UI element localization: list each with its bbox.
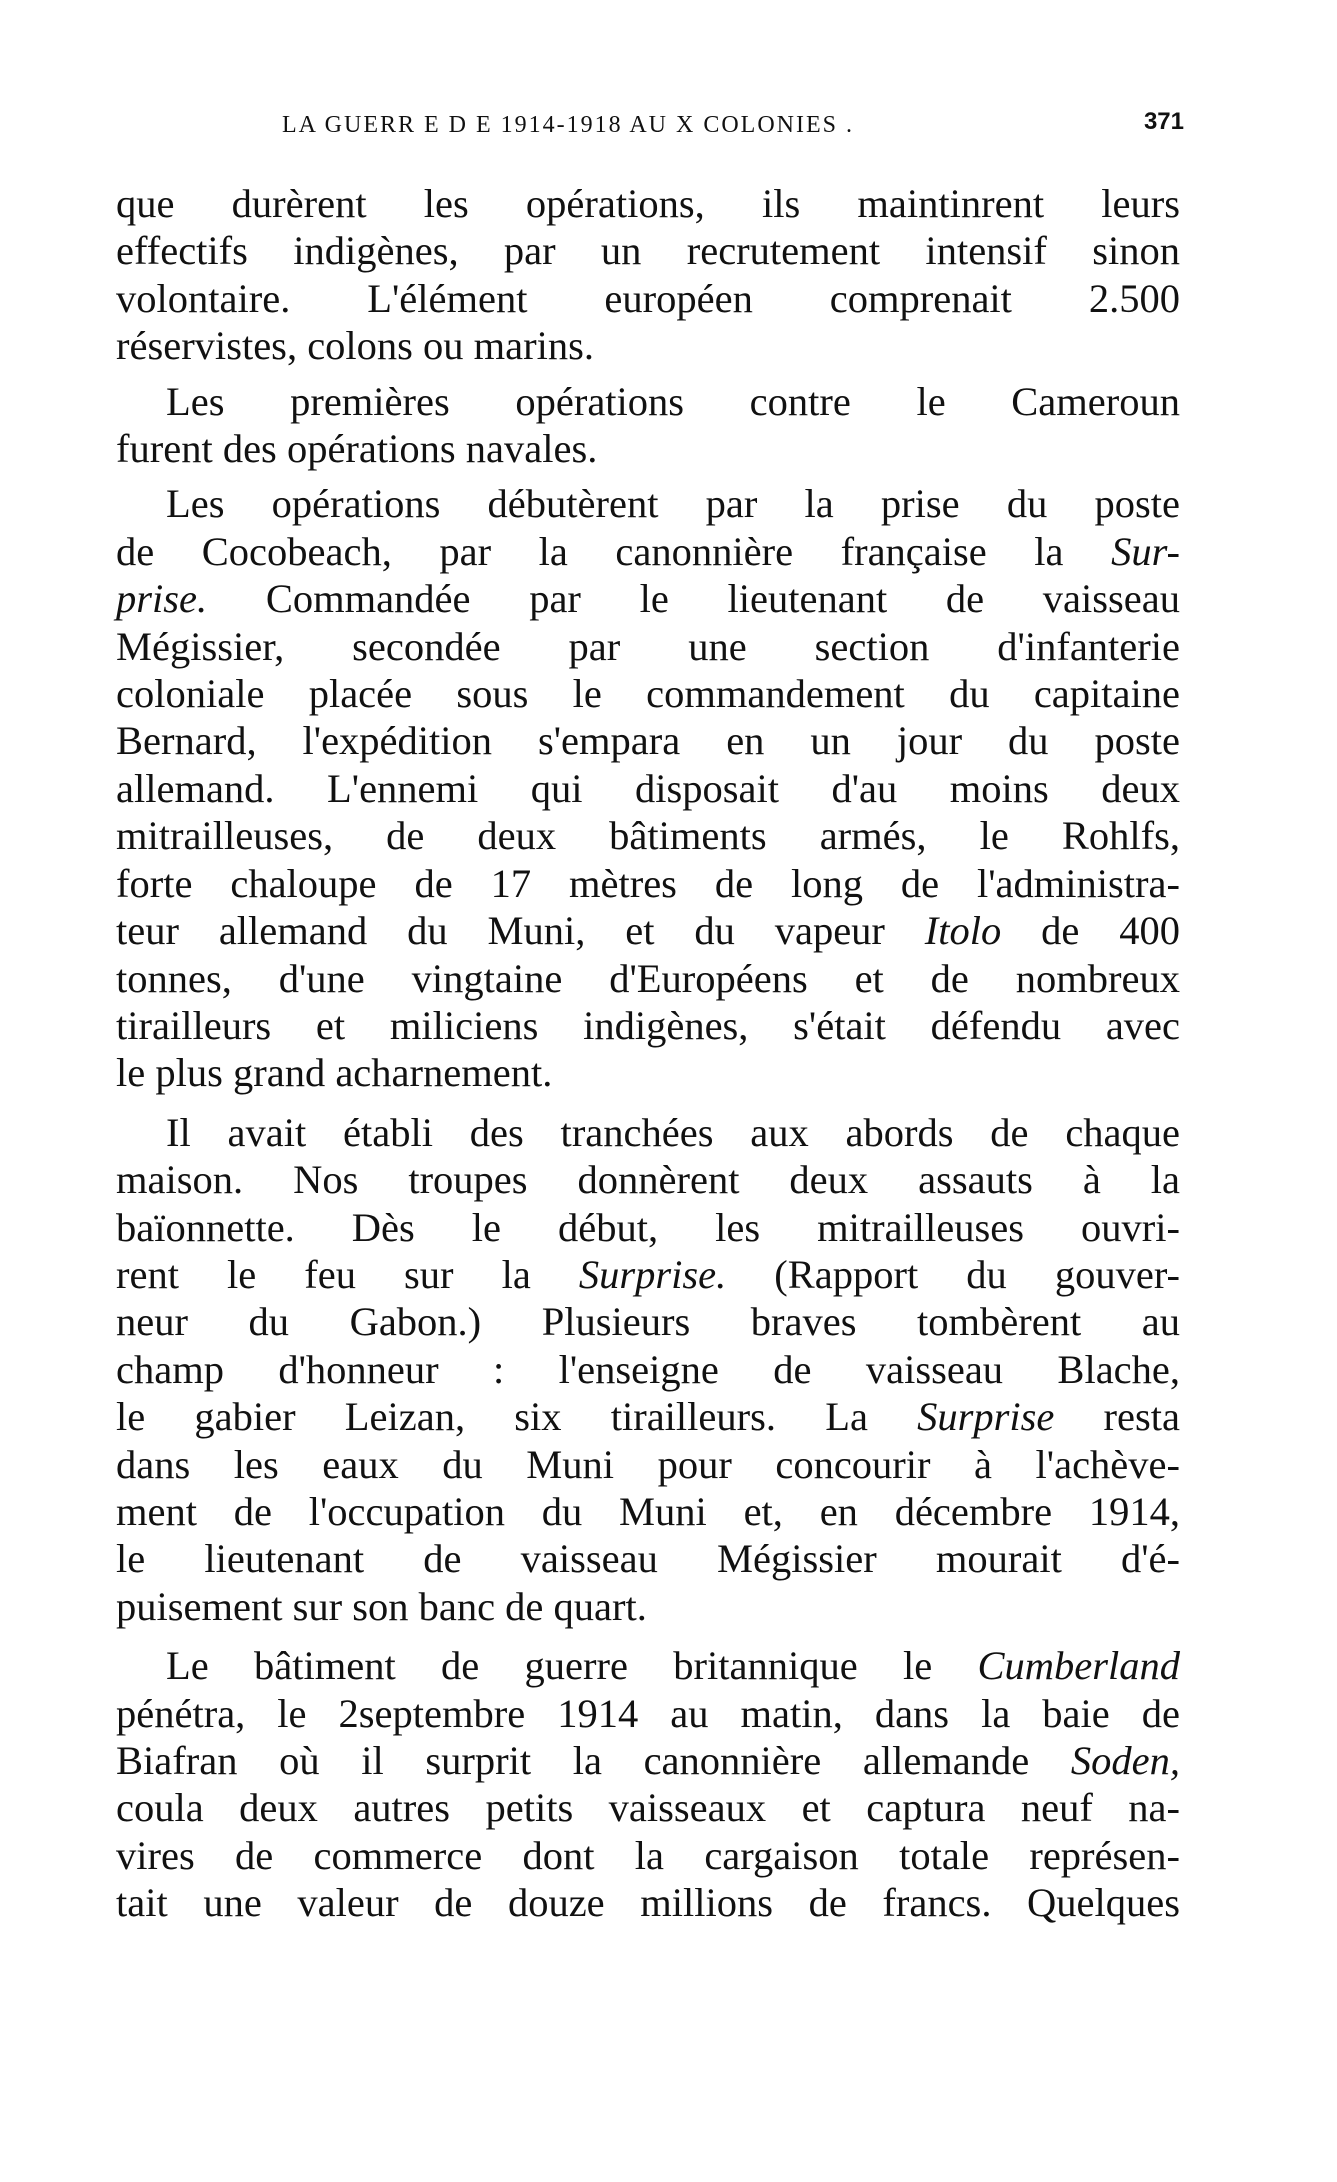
- text-run: maison. Nos troupes donnèrent deux assauts à la: [116, 1157, 1180, 1203]
- text-run: le gabier Leizan, six tirailleurs. La: [116, 1394, 918, 1440]
- paragraph: [116, 1109, 1180, 1630]
- text-line: [116, 1784, 1180, 1831]
- text-line: [116, 812, 1180, 859]
- text-line: [116, 907, 1180, 954]
- text-run: mitrailleuses, de deux bâtiments armés, le Rohlfs,: [116, 813, 1180, 859]
- text-run: Biafran où il surprit la canonnière allemande: [116, 1738, 1071, 1783]
- text-run: tirailleurs et miliciens indigènes, s'était défendu avec: [116, 1002, 1180, 1048]
- text-run: coula deux autres petits vaisseaux et captura neuf na-: [116, 1785, 1180, 1831]
- text-line: [116, 1298, 1180, 1345]
- text-run: le plus grand acharnement.: [116, 1050, 553, 1096]
- text-run: resta: [1054, 1394, 1181, 1440]
- text-run: vires de commerce dont la cargaison totale représen-: [116, 1832, 1180, 1878]
- text-line: [116, 1109, 1180, 1156]
- text-run: puisement sur son banc de quart.: [116, 1583, 647, 1629]
- text-run: Mégissier, secondée par une section d'infanterie: [116, 623, 1180, 669]
- text-line: [116, 1002, 1180, 1049]
- text-line: [116, 1690, 1180, 1737]
- text-run: Bernard, l'expédition s'empara en un jour du poste: [116, 718, 1180, 764]
- text-run: allemand. L'ennemi qui disposait d'au moins deux: [116, 765, 1180, 811]
- text-run: effectifs indigènes, par un recrutement intensif sinon: [116, 228, 1180, 274]
- text-line: [116, 1049, 1180, 1096]
- page-number: 371: [1143, 108, 1184, 135]
- text-line: [116, 227, 1180, 274]
- text-line: [116, 1441, 1180, 1488]
- text-line: [116, 1642, 1180, 1689]
- text-run: tonnes, d'une vingtaine d'Européens et de nombreux: [116, 955, 1180, 1001]
- text-run: Le bâtiment de guerre britannique le: [166, 1643, 978, 1689]
- text-line: [116, 378, 1180, 425]
- text-line: [116, 1535, 1180, 1582]
- text-run: coloniale placée sous le commandement du capitaine: [116, 671, 1180, 717]
- text-run: (Rapport du gouver-: [726, 1251, 1180, 1297]
- text-run: réservistes, colons ou marins.: [116, 323, 595, 369]
- text-run: le lieutenant de vaisseau Mégissier mourait d'é-: [116, 1536, 1180, 1582]
- paragraph: [116, 1642, 1180, 1926]
- text-run: de 400: [1001, 908, 1180, 954]
- text-run: volontaire. L'élément européen comprenait 2.500: [116, 275, 1180, 321]
- text-run: ment de l'occupation du Muni et, en décembre 1914,: [116, 1488, 1180, 1534]
- text-line: [116, 1488, 1180, 1535]
- ship-name: prise.: [116, 576, 208, 622]
- text-line: [116, 575, 1180, 622]
- text-line: [116, 1204, 1180, 1251]
- text-line: [116, 180, 1180, 227]
- ship-name: Surprise: [917, 1394, 1055, 1440]
- body-text: [116, 180, 1180, 1935]
- text-line: [116, 670, 1180, 717]
- ship-name: Itolo: [924, 908, 1002, 954]
- text-line: [116, 425, 1180, 472]
- text-line: [116, 1737, 1180, 1784]
- text-run: tait une valeur de douze millions de francs. Quelques: [116, 1880, 1180, 1926]
- text-run: neur du Gabon.) Plusieurs braves tombèrent au: [116, 1299, 1180, 1345]
- text-run: Les premières opérations contre le Cameroun: [166, 378, 1180, 424]
- text-run: de Cocobeach, par la canonnière française la: [116, 528, 1112, 574]
- text-line: [116, 1346, 1180, 1393]
- ship-name: Surprise.: [578, 1251, 727, 1297]
- text-line: [116, 1583, 1180, 1630]
- text-run: champ d'honneur : l'enseigne de vaisseau Blache,: [116, 1346, 1180, 1392]
- text-line: [116, 480, 1180, 527]
- paragraph: [116, 378, 1180, 473]
- text-line: [116, 322, 1180, 369]
- paragraph: [116, 480, 1180, 1096]
- ship-name: Soden,: [1070, 1738, 1180, 1783]
- text-run: que durèrent les opérations, ils maintinrent leurs: [116, 181, 1180, 226]
- ship-name: Cumberland: [977, 1643, 1180, 1689]
- text-line: [116, 1393, 1180, 1440]
- paragraph: [116, 180, 1180, 370]
- text-line: [116, 275, 1180, 322]
- text-run: Commandée par le lieutenant de vaisseau: [207, 576, 1180, 622]
- text-run: rent le feu sur la: [116, 1251, 579, 1297]
- text-run: furent des opérations navales.: [116, 426, 598, 472]
- text-line: [116, 765, 1180, 812]
- text-run: dans les eaux du Muni pour concourir à l'achève-: [116, 1441, 1180, 1487]
- text-run: baïonnette. Dès le début, les mitrailleuses ouvri-: [116, 1204, 1180, 1250]
- text-run: teur allemand du Muni, et du vapeur: [116, 908, 925, 954]
- running-title: LA GUERR E D E 1914-1918 AU X COLONIES .: [282, 112, 854, 138]
- text-line: [116, 1251, 1180, 1298]
- text-line: [116, 1832, 1180, 1879]
- text-line: [116, 1156, 1180, 1203]
- text-run: Il avait établi des tranchées aux abords de chaque: [166, 1109, 1180, 1155]
- text-run: pénétra, le 2septembre 1914 au matin, dans la baie de: [116, 1690, 1180, 1736]
- text-run: Les opérations débutèrent par la prise du poste: [166, 481, 1180, 527]
- text-line: [116, 623, 1180, 670]
- text-line: [116, 528, 1180, 575]
- text-line: [116, 1879, 1180, 1926]
- running-head: [116, 106, 1184, 142]
- text-line: [116, 717, 1180, 764]
- text-run: forte chaloupe de 17 mètres de long de l'administra-: [116, 860, 1180, 906]
- text-line: [116, 860, 1180, 907]
- ship-name: Sur-: [1111, 528, 1180, 574]
- text-line: [116, 955, 1180, 1002]
